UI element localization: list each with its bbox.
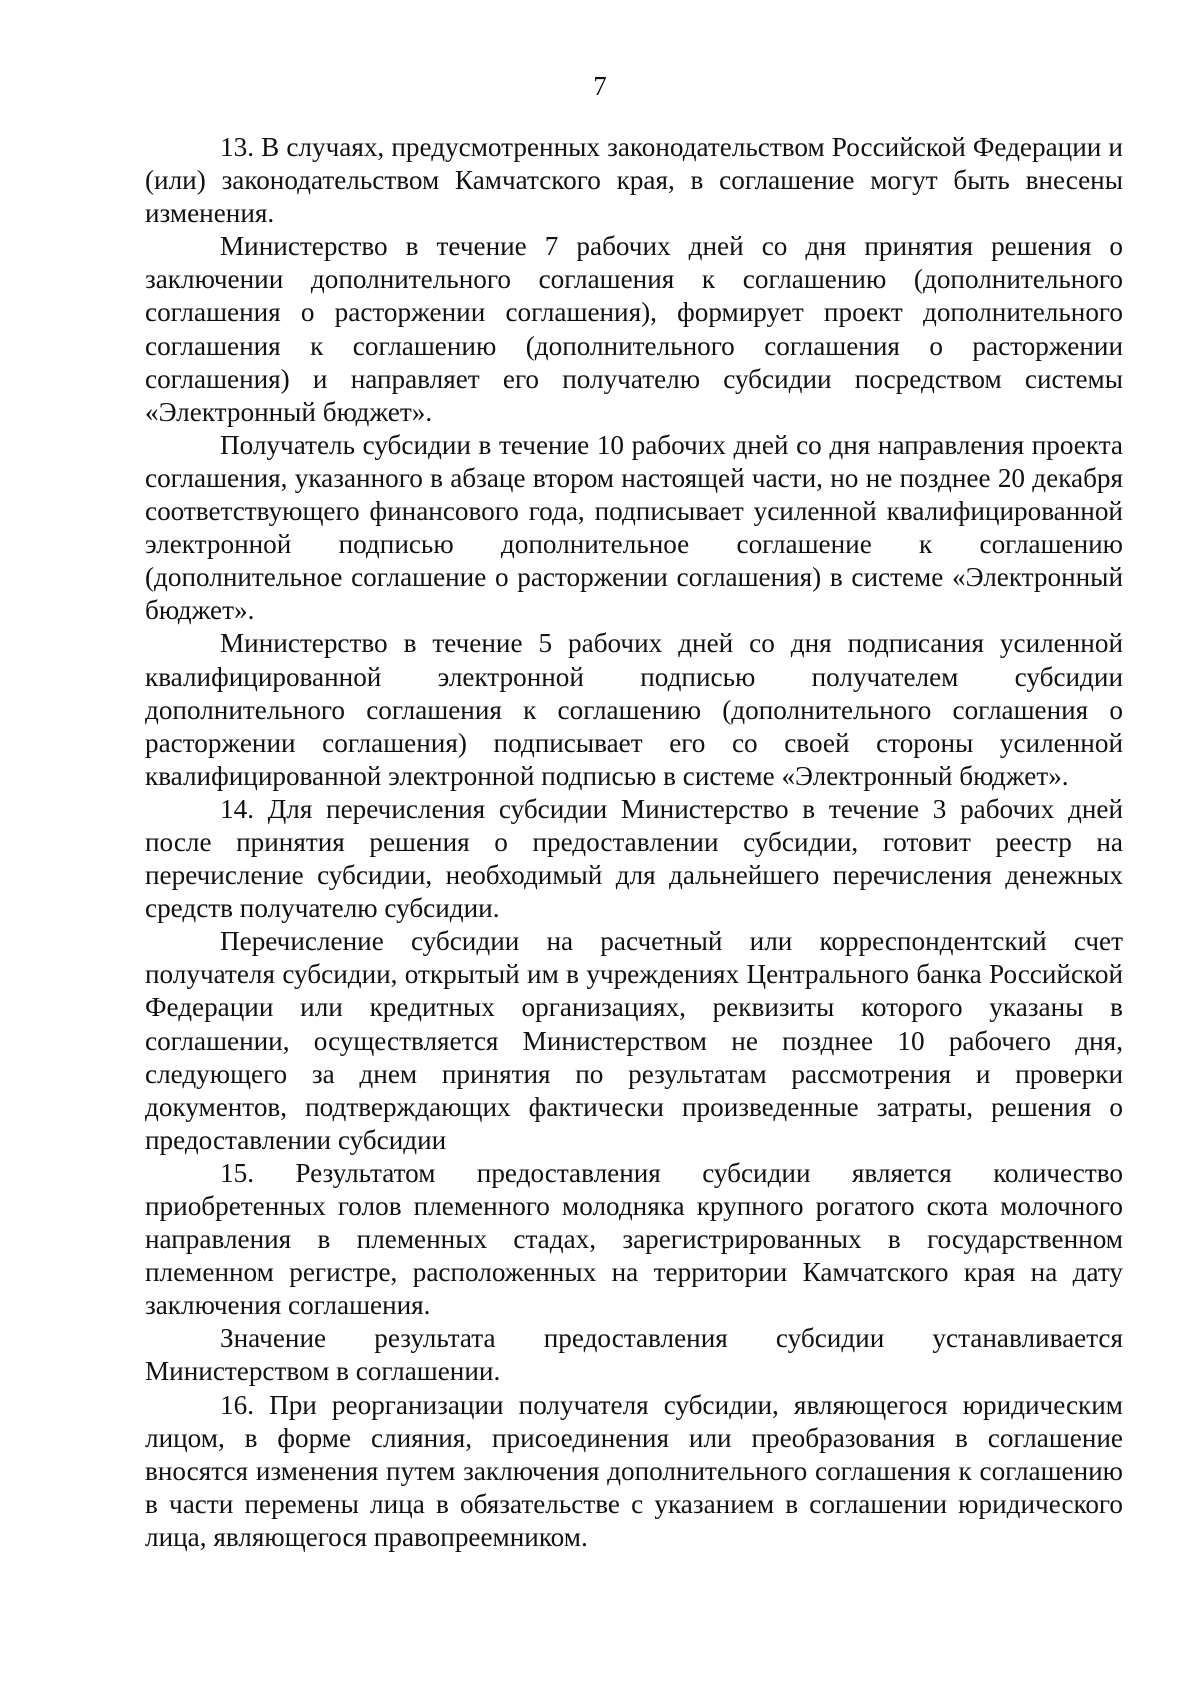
paragraph-ministry-signs: Министерство в течение 5 рабочих дней со дня подписания усиленной квалифицированной электронной подписью получателем субсидии дополнительного соглашения к соглашению (дополнительного соглашения о расторжении соглашения) подписывает его со своей стороны усиленной квалифицированной электронной подписью в системе «Электронный бюджет».	[145, 628, 1123, 791]
paragraph-15-result: 15. Результатом предоставления субсидии является количество приобретенных голов племенного молодняка крупного рогатого скота молочного направления в племенных стадах, зарегистрированных в государственном племенном регистре, расположенных на территории Камчатского края на дату заключения соглашения.	[145, 1157, 1123, 1321]
paragraph-14-transfer-register: 14. Для перечисления субсидии Министерство в течение 3 рабочих дней после принятия решения о предоставлении субсидии, готовит реестр на перечисление субсидии, необходимый для дальнейшего перечисления денежных средств получателю субсидии.	[145, 793, 1123, 924]
paragraph-ministry-draft-agreement: Министерство в течение 7 рабочих дней со дня принятия решения о заключении дополнительного соглашения к соглашению (дополнительного соглашения о расторжении соглашения), формирует проект дополнительного соглашения к соглашению (дополнительного соглашения о расторжении соглашения) и направляет его получателю субсидии посредством системы «Электронный бюджет».	[145, 231, 1123, 427]
paragraph-result-value: Значение результата предоставления субсидии устанавливается Министерством в соглашении.	[145, 1323, 1123, 1387]
paragraph-16-reorganization: 16. При реорганизации получателя субсидии, являющегося юридическим лицом, в форме слияния, присоединения или преобразования в соглашение вносятся изменения путем заключения дополнительного соглашения к соглашению в части перемены лица в обязательстве с указанием в соглашении юридического лица, являющегося правопреемником.	[145, 1389, 1123, 1552]
page-number: 7	[593, 71, 607, 101]
paragraph-transfer-account: Перечисление субсидии на расчетный или корреспондентский счет получателя субсидии, открытый им в учреждениях Центрального банка Российской Федерации или кредитных организациях, реквизиты которого указаны в соглашении, осуществляется Министерством не позднее 10 рабочего дня, следующего за днем принятия по результатам рассмотрения и проверки документов, подтверждающих фактически произведенные затраты, решения о предоставлении субсидии	[145, 926, 1123, 1155]
document-body	[145, 131, 1123, 1554]
paragraph-recipient-signs: Получатель субсидии в течение 10 рабочих дней со дня направления проекта соглашения, указанного в абзаце втором настоящей части, но не позднее 20 декабря соответствующего финансового года, подписывает усиленной квалифицированной электронной подписью дополнительное соглашение к соглашению (дополнительное соглашение о расторжении соглашения) в системе «Электронный бюджет».	[145, 429, 1123, 626]
paragraph-13-amendments: 13. В случаях, предусмотренных законодательством Российской Федерации и (или) законодательством Камчатского края, в соглашение могут быть внесены изменения.	[145, 132, 1123, 229]
